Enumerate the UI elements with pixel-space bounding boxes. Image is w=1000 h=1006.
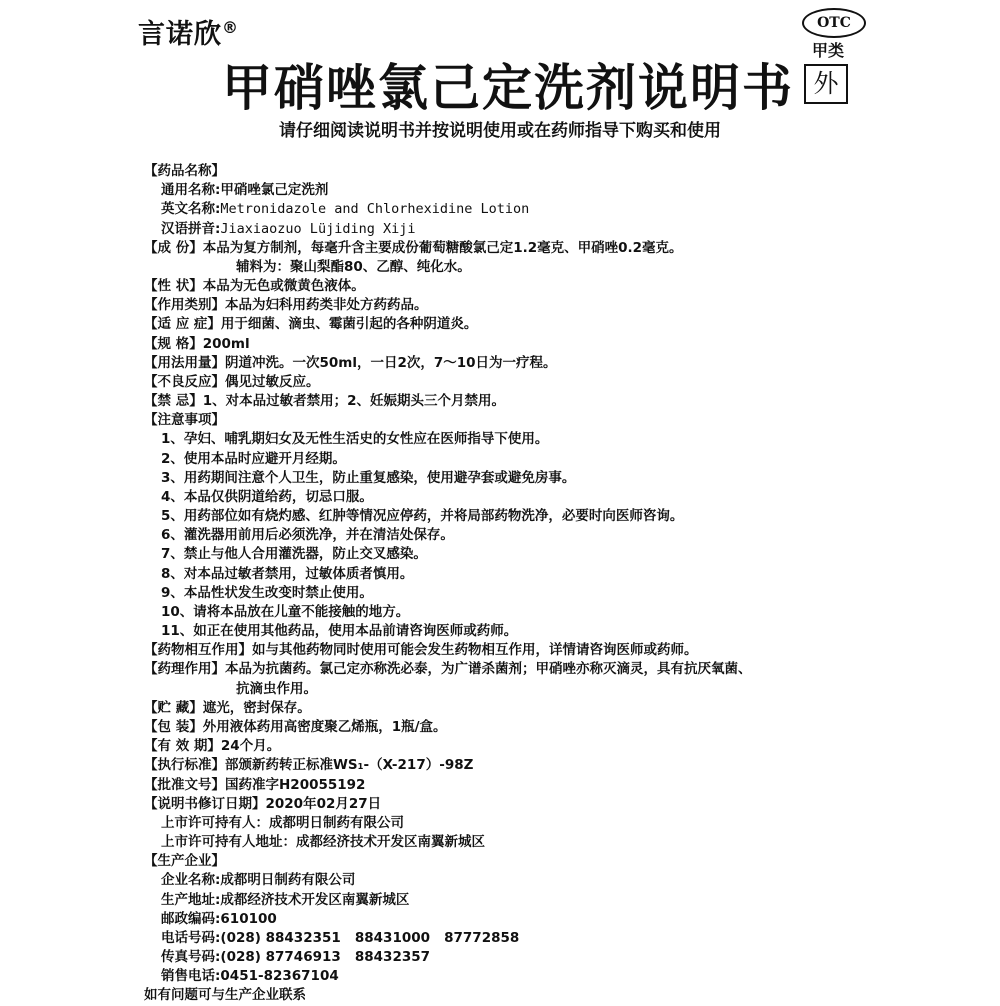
indications-value: 用于细菌、滴虫、霉菌引起的各种阴道炎。 [220, 316, 478, 333]
excipients-row [144, 258, 984, 277]
precaution-item: 6、灌洗器用前用后必须洗净，并在清洁处保存。 [161, 527, 454, 544]
package-row [144, 718, 984, 737]
holder-address-value: 成都经济技术开发区南翼新城区 [296, 834, 485, 851]
holder-row [144, 814, 984, 833]
revision-value: 2020年02月27日 [265, 795, 382, 812]
category-value: 本品为妇科用药类非处方药药品。 [225, 297, 428, 314]
contact-footer: 如有问题可与生产企业联系 [144, 987, 306, 1004]
contraindications-row [144, 392, 984, 411]
field-label: 上市许可持有人地址： [161, 834, 296, 851]
specification-value: 200ml [202, 335, 250, 352]
fax-value: (028) 87746913 88432357 [220, 949, 431, 966]
composition-value: 本品为复方制剂，每毫升含主要成份葡萄糖酸氯己定1.2毫克、甲硝唑0.2毫克。 [202, 239, 683, 256]
production-address-value: 成都经济技术开发区南翼新城区 [220, 891, 410, 908]
precaution-item: 9、本品性状发生改变时禁止使用。 [161, 584, 373, 601]
manufacturer-heading [144, 852, 984, 871]
field-label: 汉语拼音: [161, 220, 221, 237]
section-label: 【注意事项】 [144, 412, 225, 429]
section-label: 【生产企业】 [144, 853, 225, 870]
approval-value: 国药准字H20055192 [225, 776, 366, 793]
character-value: 本品为无色或微黄色液体。 [202, 278, 365, 295]
field-label: 通用名称: [161, 182, 221, 199]
section-label: 【执行标准】 [144, 757, 225, 774]
brand-name [138, 12, 239, 51]
section-label: 【适 应 症】 [144, 316, 221, 333]
adverse-row [144, 373, 984, 392]
section-label: 【贮 藏】 [144, 699, 203, 716]
sales-phone-value: 0451-82367104 [220, 968, 339, 985]
postal-code-row [144, 910, 984, 929]
field-label: 生产地址: [161, 891, 221, 908]
drug-name-heading [144, 162, 984, 181]
section-label: 【成 份】 [144, 239, 203, 256]
approval-row [144, 776, 984, 795]
storage-row [144, 699, 984, 718]
precaution-item: 10、请将本品放在儿童不能接触的地方。 [161, 603, 410, 620]
validity-row [144, 737, 984, 756]
precaution-item: 4、本品仅供阴道给药，切忌口服。 [161, 488, 373, 505]
pinyin-row [144, 220, 984, 239]
precaution-item: 7、禁止与他人合用灌洗器，防止交叉感染。 [161, 546, 427, 563]
standard-row [144, 756, 984, 775]
section-label: 【用法用量】 [144, 354, 225, 371]
section-label: 【规 格】 [144, 335, 203, 352]
section-label: 【有 效 期】 [144, 738, 221, 755]
section-label: 【药理作用】 [144, 661, 225, 678]
pharmacology-row [144, 660, 984, 679]
field-label: 英文名称: [161, 201, 221, 218]
pharmacology-cont-row [144, 680, 984, 699]
storage-value: 遮光，密封保存。 [202, 699, 311, 716]
generic-name-row [144, 181, 984, 200]
dosage-value: 阴道冲洗。一次50ml，一日2次，7～10日为一疗程。 [225, 354, 557, 371]
precaution-item: 2、使用本品时应避开月经期。 [161, 450, 346, 467]
validity-value: 24个月。 [220, 738, 281, 755]
generic-name-value: 甲硝唑氯己定洗剂 [220, 182, 329, 199]
section-label: 【包 装】 [144, 718, 203, 735]
character-row [144, 277, 984, 296]
composition-row [144, 239, 984, 258]
precaution-item: 3、用药期间注意个人卫生，防止重复感染，使用避孕套或避免房事。 [161, 469, 576, 486]
fax-row [144, 948, 984, 967]
interactions-row [144, 641, 984, 660]
field-label: 邮政编码: [161, 910, 221, 927]
dosage-row [144, 354, 984, 373]
english-name-value: Metronidazole and Chlorhexidine Lotion [220, 201, 530, 218]
field-label: 传真号码: [161, 949, 221, 966]
adverse-value: 偶见过敏反应。 [225, 373, 320, 390]
excipients-value: 辅料为：聚山梨酯80、乙醇、纯化水。 [236, 258, 471, 275]
category-row [144, 296, 984, 315]
indications-row [144, 315, 984, 334]
pinyin-value: Jiaxiaozuo Lüjiding Xiji [220, 220, 416, 237]
section-label: 【不良反应】 [144, 373, 225, 390]
document-title: 甲硝唑氯己定洗剂说明书 [222, 59, 794, 117]
field-label: 销售电话: [161, 968, 221, 985]
leaflet-body [144, 162, 984, 1006]
registered-mark: ® [222, 18, 239, 37]
section-label: 【作用类别】 [144, 297, 225, 314]
section-label: 【性 状】 [144, 278, 203, 295]
phone-row [144, 929, 984, 948]
interactions-value: 如与其他药物同时使用可能会发生药物相互作用，详情请咨询医师或药师。 [252, 642, 698, 659]
pharmacology-value: 本品为抗菌药。氯己定亦称洗必泰，为广谱杀菌剂；甲硝唑亦称灭滴灵，具有抗厌氧菌、 [225, 661, 752, 678]
external-use-mark: 外 [804, 64, 848, 104]
brand-text: 言诺欣 [138, 19, 222, 50]
field-label: 上市许可持有人： [161, 814, 269, 831]
holder-address-row [144, 833, 984, 852]
contraindications-value: 1、对本品过敏者禁用；2、妊娠期头三个月禁用。 [202, 393, 505, 410]
company-name-value: 成都明日制药有限公司 [220, 872, 356, 889]
section-label: 【批准文号】 [144, 776, 225, 793]
precautions-heading [144, 411, 984, 430]
field-label: 企业名称: [161, 872, 221, 889]
package-value: 外用液体药用高密度聚乙烯瓶，1瓶/盒。 [202, 718, 447, 735]
holder-value: 成都明日制药有限公司 [269, 814, 404, 831]
phone-value: (028) 88432351 88431000 87772858 [220, 929, 520, 946]
precaution-item: 5、用药部位如有烧灼感、红肿等情况应停药，并将局部药物洗净，必要时向医师咨询。 [161, 508, 684, 525]
section-label: 【说明书修订日期】 [144, 795, 266, 812]
otc-class-label: 甲类 [812, 41, 845, 60]
revision-row [144, 795, 984, 814]
precaution-item: 1、孕妇、哺乳期妇女及无性生活史的女性应在医师指导下使用。 [161, 431, 549, 448]
reading-notice: 请仔细阅读说明书并按说明使用或在药师指导下购买和使用 [279, 121, 721, 141]
section-label: 【禁 忌】 [144, 393, 203, 410]
postal-code-value: 610100 [220, 910, 277, 927]
section-label: 【药物相互作用】 [144, 642, 252, 659]
field-label: 电话号码: [161, 929, 221, 946]
company-name-row [144, 871, 984, 890]
section-label: 【药品名称】 [144, 163, 225, 179]
specification-row [144, 335, 984, 354]
precaution-item: 11、如正在使用其他药品，使用本品前请咨询医师或药师。 [161, 623, 518, 640]
english-name-row [144, 200, 984, 219]
otc-badge: OTC [802, 8, 866, 38]
pharmacology-value-cont: 抗滴虫作用。 [236, 680, 317, 697]
sales-phone-row [144, 967, 984, 986]
production-address-row [144, 891, 984, 910]
precaution-item: 8、对本品过敏者禁用，过敏体质者慎用。 [161, 565, 414, 582]
standard-value: 部颁新药转正标准WS₁-（X-217）-98Z [225, 757, 474, 774]
